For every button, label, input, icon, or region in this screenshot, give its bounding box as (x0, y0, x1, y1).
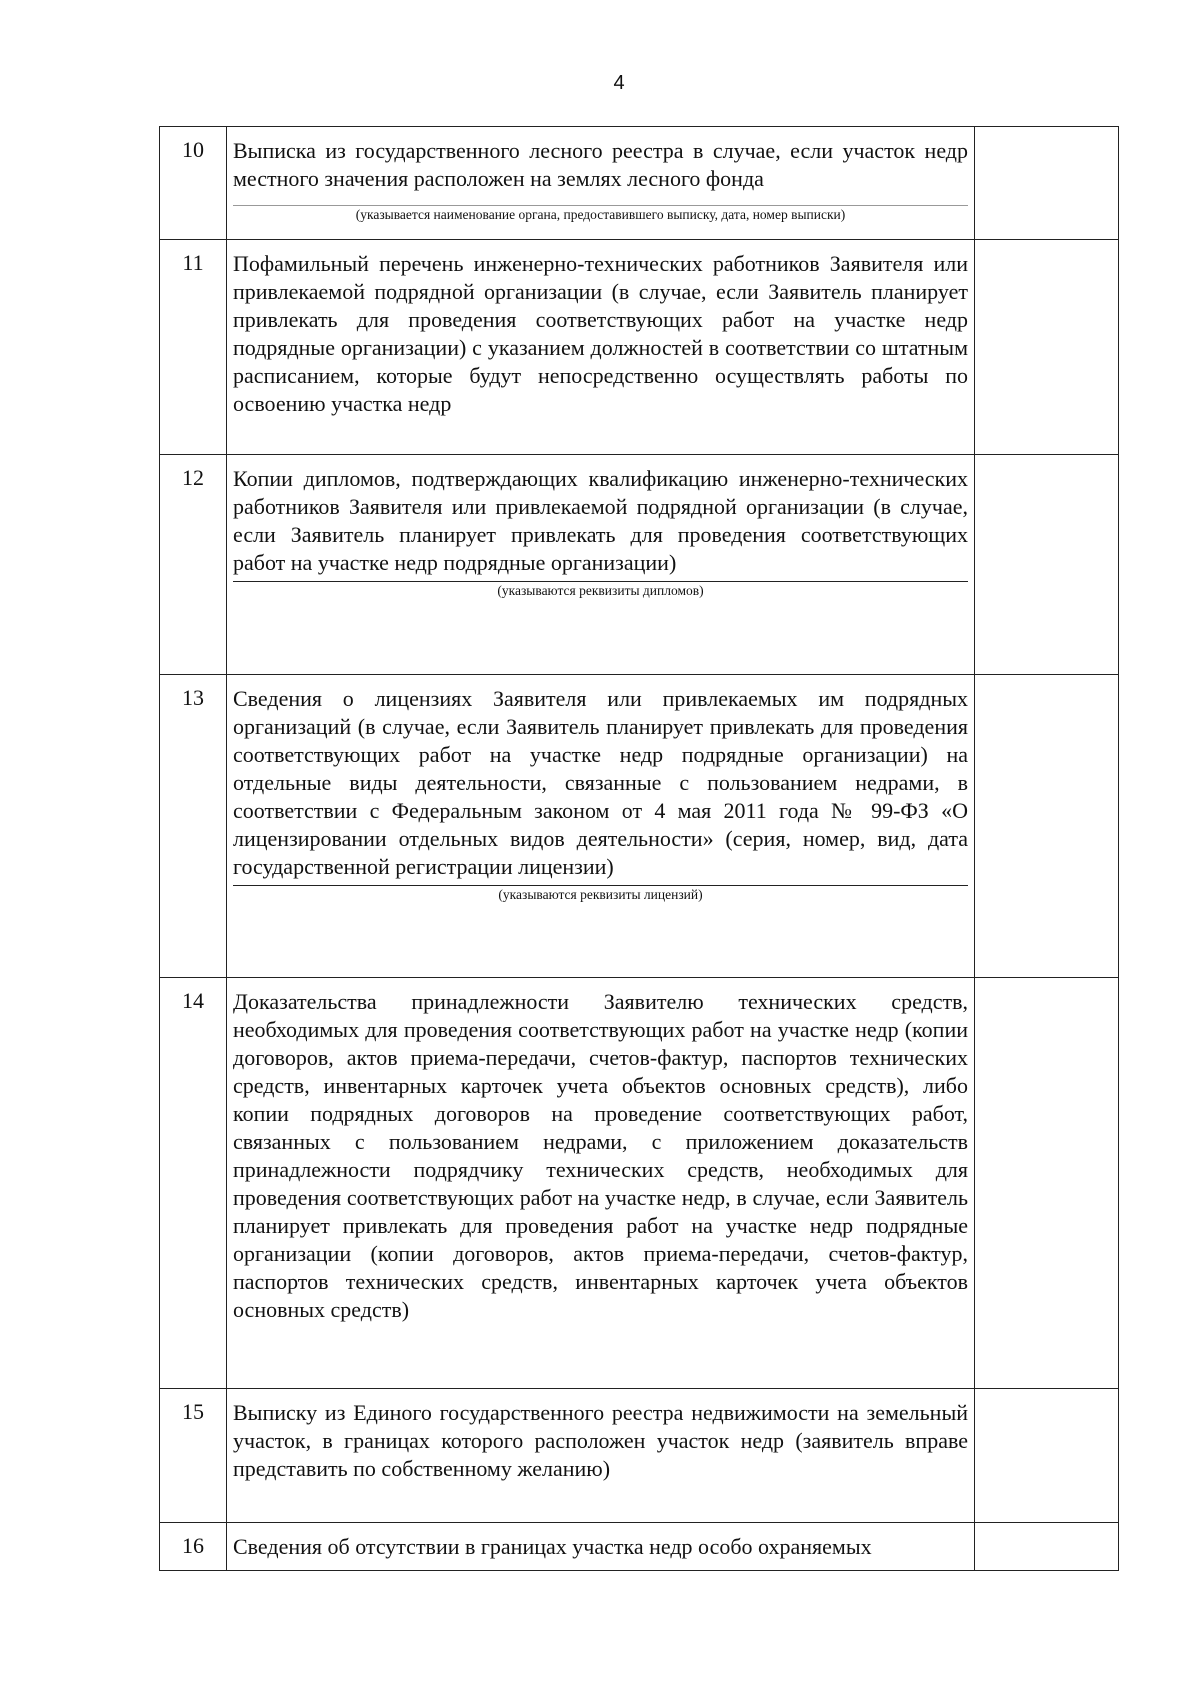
row-text: Доказательства принадлежности Заявителю технических средств, необходимых для проведения соответствующих работ на участке недр (копии договоров, актов приема-передачи, счетов-фактур, паспортов технических средств, инвентарных карточек учета объектов основных средств), либо копии подрядных договоров на проведение соответствующих работ, связанных с пользованием недрами, с приложением доказательств принадлежности подрядчику технических средств, необходимых для проведения соответствующих работ на участке недр, в случае, если Заявитель планирует привлекать для проведения работ на участке недр подрядные организации (копии договоров, актов приема-передачи, счетов-фактур, паспортов технических средств, инвентарных карточек учета объектов основных средств) (233, 989, 968, 1322)
table-row (160, 455, 1119, 675)
row-number: 10 (160, 127, 227, 240)
row-mark-cell (975, 240, 1119, 455)
row-number: 16 (160, 1523, 227, 1571)
row-text-cell (227, 675, 975, 978)
row-mark-cell (975, 127, 1119, 240)
row-text-cell (227, 240, 975, 455)
row-text: Пофамильный перечень инженерно-технических работников Заявителя или привлекаемой подрядной организации (в случае, если Заявитель планирует привлекать для проведения соответствующих работ на участке недр подрядные организации) с указанием должностей в соответствии со штатным расписанием, которые будут непосредственно осуществлять работы по освоению участка недр (233, 251, 968, 416)
row-mark-cell (975, 978, 1119, 1389)
document-table (159, 126, 1119, 1571)
row-mark-cell (975, 675, 1119, 978)
row-note: (указывается наименование органа, предоставившего выписку, дата, номер выписки) (355, 207, 846, 222)
row-number: 12 (160, 455, 227, 675)
row-text-cell (227, 127, 975, 240)
row-note: (указываются реквизиты дипломов) (497, 583, 704, 598)
row-mark-cell (975, 455, 1119, 675)
row-number: 11 (160, 240, 227, 455)
table-row (160, 978, 1119, 1389)
row-text: Выписка из государственного лесного реестра в случае, если участок недр местного значения расположен на землях лесного фонда (233, 138, 968, 191)
row-text-cell (227, 978, 975, 1389)
table-row (160, 1389, 1119, 1523)
table-row (160, 127, 1119, 240)
row-number: 14 (160, 978, 227, 1389)
table-row (160, 240, 1119, 455)
table-row (160, 1523, 1119, 1571)
row-note: (указываются реквизиты лицензий) (498, 887, 703, 902)
row-text-cell (227, 455, 975, 675)
row-mark-cell (975, 1523, 1119, 1571)
row-number: 15 (160, 1389, 227, 1523)
row-number: 13 (160, 675, 227, 978)
page-number: 4 (613, 72, 625, 94)
row-text: Копии дипломов, подтверждающих квалификацию инженерно-технических работников Заявителя или привлекаемой подрядной организации (в случае, если Заявитель планирует привлекать для проведения соответствующих работ на участке недр подрядные организации) (233, 466, 968, 575)
table-row (160, 675, 1119, 978)
row-text: Сведения об отсутствии в границах участка недр особо охраняемых (233, 1534, 872, 1559)
row-text: Сведения о лицензиях Заявителя или привлекаемых им подрядных организаций (в случае, если Заявитель планирует привлекать для проведения соответствующих работ на участке недр подрядные организации) на отдельные виды деятельности, связанные с пользованием недрами, в соответствии с Федеральным законом от 4 мая 2011 года № 99-ФЗ «О лицензировании отдельных видов деятельности» (серия, номер, вид, дата государственной регистрации лицензии) (233, 686, 968, 879)
row-mark-cell (975, 1389, 1119, 1523)
row-text-cell (227, 1523, 975, 1571)
row-text-cell (227, 1389, 975, 1523)
row-text: Выписку из Единого государственного реестра недвижимости на земельный участок, в границах которого расположен участок недр (заявитель вправе представить по собственному желанию) (233, 1400, 968, 1481)
